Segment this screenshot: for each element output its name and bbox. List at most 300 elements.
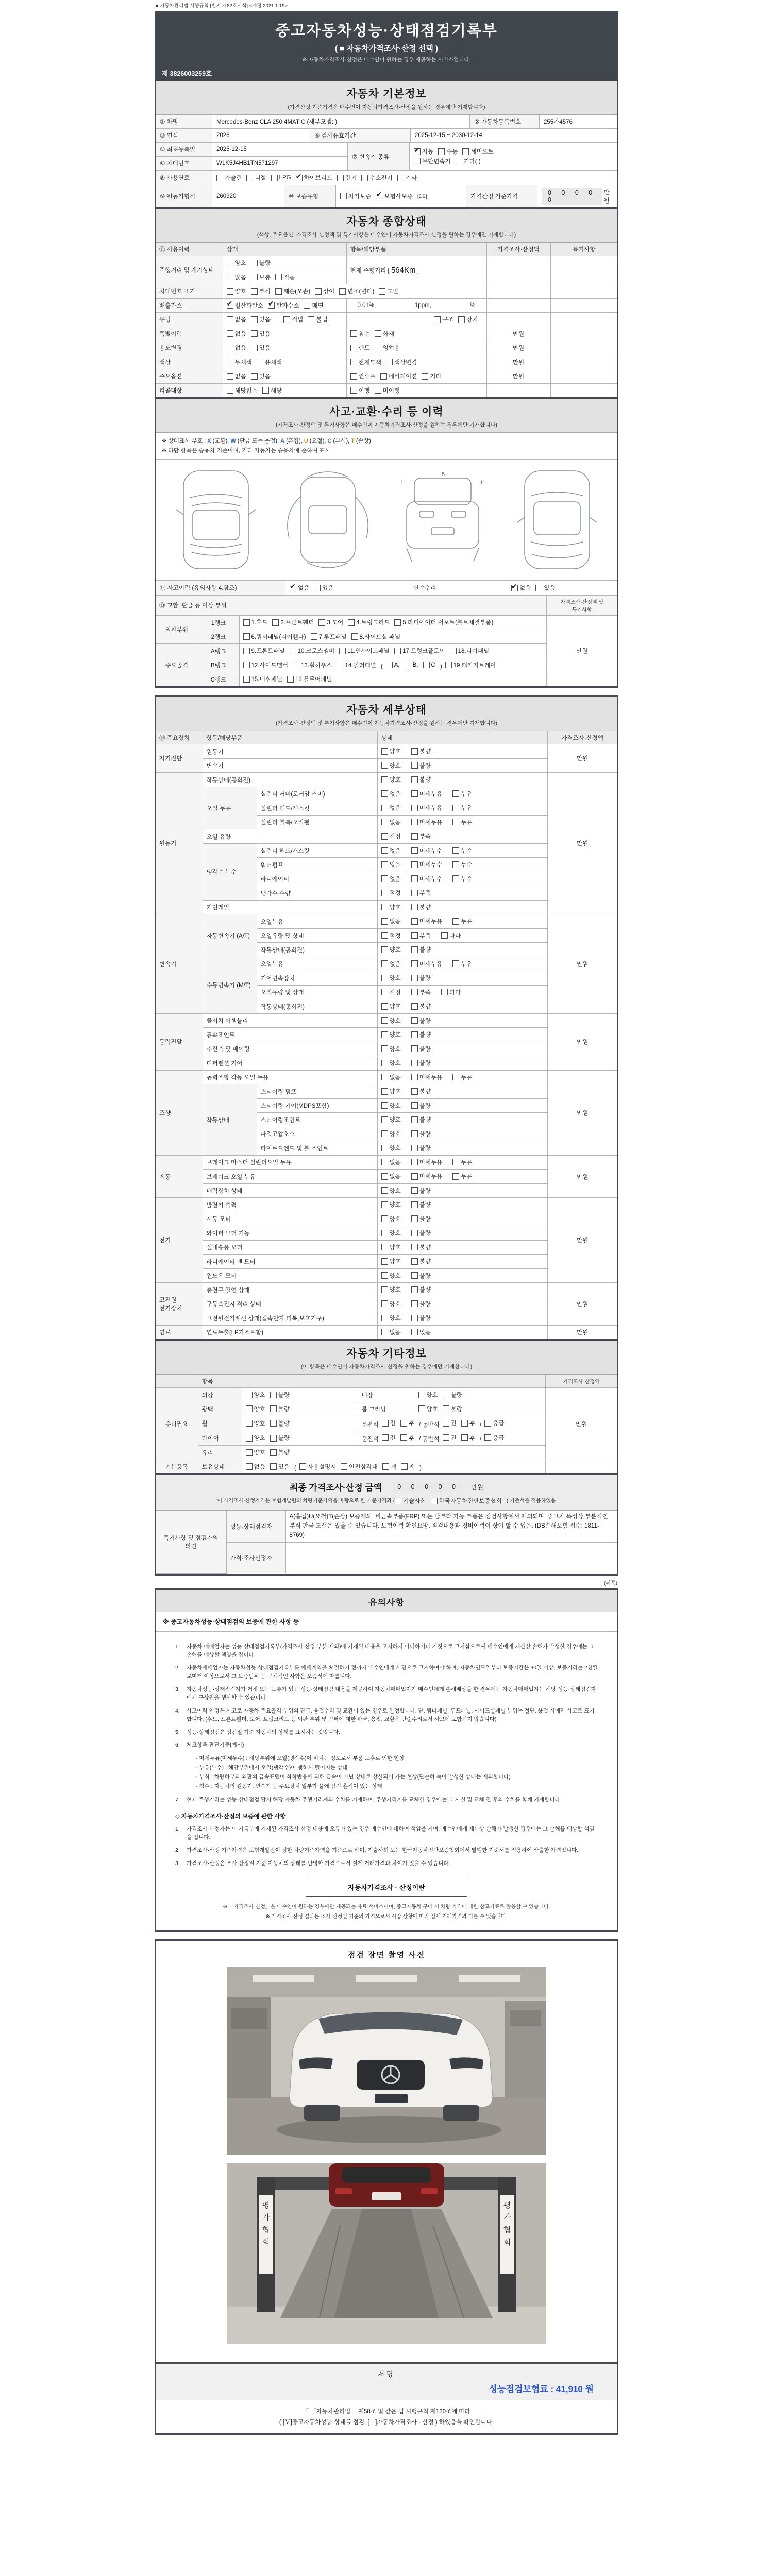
car-diagram-top-rear	[508, 466, 606, 574]
checkbox-불량[interactable]	[411, 1300, 431, 1308]
checkbox-양호[interactable]	[381, 1200, 401, 1209]
checkbox-전[interactable]	[382, 1419, 396, 1427]
checkbox-label: 미세누수	[419, 876, 443, 883]
checkbox-box-icon	[411, 1088, 418, 1095]
checkbox-양호[interactable]	[381, 903, 401, 911]
checkbox-없음[interactable]	[227, 315, 246, 324]
checkbox-미세누유[interactable]	[411, 804, 442, 812]
checkbox-적정[interactable]	[381, 931, 401, 940]
checkbox-불량[interactable]	[411, 1272, 431, 1280]
legend-symbol-X: X	[207, 438, 211, 444]
checkbox-box-icon	[381, 805, 388, 811]
checkbox-침수[interactable]	[350, 330, 370, 338]
checkbox-불량[interactable]	[411, 945, 431, 954]
checkbox-A,[interactable]	[386, 662, 400, 668]
checkbox-1.후드[interactable]	[243, 618, 268, 626]
checkbox-box-icon	[381, 833, 388, 840]
checkbox-자동[interactable]	[414, 147, 433, 156]
checkbox-box-icon	[400, 1420, 407, 1427]
checkbox-누유[interactable]	[452, 790, 472, 798]
checkbox-누유[interactable]	[452, 1073, 472, 1081]
checkbox-양호[interactable]	[381, 1115, 401, 1124]
checkbox-label: 불량	[419, 762, 431, 769]
checkbox-box-icon	[411, 1230, 418, 1236]
checkbox-box-icon	[381, 1031, 388, 1038]
checkbox-양호[interactable]	[418, 1391, 438, 1399]
checkbox-불량[interactable]	[411, 1243, 431, 1251]
checkbox-불량[interactable]	[411, 1200, 431, 1209]
checkbox-불량[interactable]	[411, 1002, 431, 1010]
checkbox-양호[interactable]	[381, 747, 401, 755]
checkbox-후[interactable]	[461, 1434, 475, 1442]
checkbox-기타( )[interactable]	[456, 157, 481, 165]
usage-change-price: 만원	[486, 341, 550, 355]
checkbox-부식[interactable]	[251, 287, 271, 295]
checkbox-양호[interactable]	[381, 1045, 401, 1053]
checkbox-8.사이드실 패널[interactable]	[351, 633, 400, 641]
checkbox-수소전기[interactable]	[361, 174, 392, 182]
checkbox-없음[interactable]	[246, 1463, 265, 1471]
price-cell: 만원	[547, 1198, 617, 1283]
checkbox-양호[interactable]	[381, 1215, 401, 1223]
checkbox-없음[interactable]	[381, 790, 401, 798]
notice-title: 유의사항	[368, 1597, 405, 1607]
item-label: 오일누유	[257, 957, 377, 971]
checkbox-썬루프[interactable]	[350, 372, 376, 380]
svg-text:5: 5	[441, 471, 445, 478]
car-diagram-open-panels	[279, 466, 377, 574]
checkbox-label: 양호	[426, 1392, 438, 1399]
checkbox-불량[interactable]	[270, 1419, 290, 1428]
checkbox-있음[interactable]	[411, 1328, 431, 1336]
checkbox-불량[interactable]	[411, 1045, 431, 1053]
checkbox-양호[interactable]	[381, 945, 401, 954]
checkbox-적정[interactable]	[381, 889, 401, 897]
checkbox-전기[interactable]	[337, 174, 357, 182]
checkbox-양호[interactable]	[381, 1187, 401, 1195]
checkbox-13.휠하우스[interactable]	[293, 661, 332, 669]
checkbox-불량[interactable]	[411, 1059, 431, 1067]
checkbox-label: 불량	[419, 975, 431, 982]
checkbox-있음[interactable]	[270, 1463, 290, 1471]
checkbox-box-icon	[411, 1300, 418, 1307]
checkbox-18.리어패널[interactable]	[450, 647, 489, 655]
checkbox-적정[interactable]	[381, 832, 401, 840]
checkbox-양호[interactable]	[381, 1087, 401, 1095]
checkbox-미세누유[interactable]	[411, 790, 442, 798]
checkbox-세미오토[interactable]	[462, 147, 493, 156]
checkbox-없음[interactable]	[381, 860, 401, 869]
checkbox-label: 없음	[389, 791, 401, 798]
simple-repair-label: 단순수리	[409, 581, 507, 595]
checkbox-19.패키지트레이[interactable]	[445, 661, 496, 669]
checkbox-label: 불량	[419, 1103, 431, 1109]
checkbox-가솔린[interactable]	[216, 174, 242, 182]
checkbox-불량[interactable]	[411, 1101, 431, 1110]
checkbox-미세누유[interactable]	[411, 1073, 442, 1081]
checkbox-양호[interactable]	[227, 287, 246, 295]
checkbox-양호[interactable]	[381, 1101, 401, 1110]
checkbox-12.사이드멤버[interactable]	[243, 661, 289, 669]
checkbox-무채색[interactable]	[227, 358, 252, 366]
checkbox-label: 3.도어	[327, 620, 344, 626]
state-options	[377, 1268, 547, 1283]
item-label: 기어변속장치	[257, 971, 377, 986]
checkbox-미세누유[interactable]	[411, 960, 442, 968]
checkbox-전[interactable]	[382, 1434, 396, 1442]
checkbox-양호[interactable]	[381, 761, 401, 770]
checkbox-미세누수[interactable]	[411, 846, 442, 855]
checkbox-양호[interactable]	[381, 1257, 401, 1265]
checkbox-불량[interactable]	[270, 1434, 290, 1442]
checkbox-box-icon	[270, 1420, 277, 1427]
checkbox-미세누유[interactable]	[411, 917, 442, 925]
checkbox-영업용[interactable]	[375, 344, 400, 352]
checkbox-있음[interactable]	[251, 330, 271, 338]
checkbox-box-icon	[381, 861, 388, 868]
checkbox-응급[interactable]	[484, 1434, 504, 1442]
checkbox-불량[interactable]	[411, 1257, 431, 1265]
checkbox-매연[interactable]	[304, 301, 323, 310]
checkbox-2.프론트휀더[interactable]	[272, 618, 314, 626]
checkbox-잭[interactable]	[401, 1463, 415, 1471]
detail-table	[156, 731, 617, 1339]
checkbox-없음[interactable]	[227, 330, 246, 338]
checkbox-불량[interactable]	[411, 974, 431, 982]
checkbox-불량[interactable]	[443, 1391, 462, 1399]
item-group-label: 냉각수 누수	[203, 843, 257, 900]
checkbox-box-icon	[275, 274, 282, 280]
checkbox-있음[interactable]	[314, 584, 333, 592]
checkbox-양호[interactable]	[381, 1144, 401, 1152]
checkbox-10.크로스멤버[interactable]	[290, 647, 335, 655]
checkbox-양호[interactable]	[381, 1229, 401, 1237]
checkbox-label: 양호	[389, 975, 401, 982]
overall-table	[156, 243, 617, 397]
checkbox-수동[interactable]	[438, 147, 458, 156]
checkbox-양호[interactable]	[381, 1030, 401, 1039]
checkbox-없음[interactable]	[290, 584, 309, 592]
checkbox-일산화탄소[interactable]	[227, 301, 264, 310]
checkbox-변조(변타)[interactable]	[339, 287, 374, 295]
checkbox-불량[interactable]	[411, 1115, 431, 1124]
document-number: 제 3826003259호	[162, 70, 212, 77]
checkbox-탄화수소[interactable]	[268, 301, 299, 310]
checkbox-적음[interactable]	[275, 273, 295, 281]
checkbox-양호[interactable]	[246, 1405, 265, 1413]
fuel-label: ⑧ 사용연료	[156, 171, 212, 185]
checkbox-없음[interactable]	[381, 1073, 401, 1081]
checkbox-LPG[interactable]	[271, 175, 291, 181]
checkbox-box-icon	[381, 1230, 388, 1236]
checkbox-응급[interactable]	[484, 1419, 504, 1427]
checkbox-label: 불량	[419, 1273, 431, 1279]
checkbox-불량[interactable]	[411, 775, 431, 784]
device-label-연료: 연료	[156, 1325, 203, 1339]
year-label: ③ 연식	[156, 129, 212, 142]
checkbox-있음[interactable]	[535, 584, 555, 592]
checkbox-불량[interactable]	[411, 1314, 431, 1322]
detail-sub: (가격조사·산정액 및 특기사항은 매수인이 자동차가격조사·산정을 원하는 경우에만 기재합니다)	[276, 720, 497, 727]
checkbox-과다[interactable]	[441, 931, 461, 940]
checkbox-불량[interactable]	[411, 1130, 431, 1138]
checkbox-양호[interactable]	[381, 1059, 401, 1067]
checkbox-장치[interactable]	[458, 315, 478, 324]
checkbox-전[interactable]	[443, 1419, 457, 1427]
checkbox-없음[interactable]	[227, 372, 246, 380]
checkbox-없음[interactable]	[381, 846, 401, 855]
checkbox-누유[interactable]	[452, 960, 472, 968]
checkbox-해당[interactable]	[262, 386, 282, 395]
checkbox-16.플로어패널[interactable]	[287, 675, 332, 683]
checkbox-label: 자동	[422, 149, 434, 155]
checkbox-없음[interactable]	[381, 875, 401, 883]
checkbox-box-icon	[299, 1463, 306, 1470]
checkbox-미세누유[interactable]	[411, 1158, 442, 1166]
checkbox-잭[interactable]	[382, 1463, 396, 1471]
checkbox-자가보증[interactable]	[340, 192, 371, 200]
checkbox-전[interactable]	[443, 1434, 457, 1442]
checkbox-label: 양호	[389, 904, 401, 911]
checkbox-네비게이션[interactable]	[380, 372, 417, 380]
checkbox-없음[interactable]	[227, 344, 246, 352]
checkbox-불량[interactable]	[443, 1405, 462, 1413]
checkbox-해당없음[interactable]	[227, 386, 258, 395]
checkbox-있음[interactable]	[251, 315, 271, 324]
checkbox-이행[interactable]	[350, 386, 370, 395]
checkbox-색상변경[interactable]	[386, 358, 417, 366]
checkbox-불량[interactable]	[411, 1187, 431, 1195]
legend-symbol-T: T	[351, 438, 355, 444]
state-options	[377, 815, 547, 829]
checkbox-3.도어[interactable]	[318, 618, 343, 626]
checkbox-많음[interactable]	[227, 273, 246, 281]
checkbox-불량[interactable]	[411, 1016, 431, 1025]
checkbox-상이[interactable]	[315, 287, 334, 295]
checkbox-label: 매연	[312, 302, 324, 309]
checkbox-4.트렁크리드[interactable]	[348, 618, 390, 626]
checkbox-보험사보증[interactable]	[376, 192, 413, 200]
checkbox-label: 양호	[389, 1244, 401, 1251]
checkbox-box-icon	[340, 193, 347, 199]
checkbox-훼손(오손)[interactable]	[275, 287, 310, 295]
checkbox-15.대쉬패널[interactable]	[243, 675, 282, 683]
item-label: 동력조향 작동 오일 누유	[203, 1070, 377, 1084]
checkbox-양호[interactable]	[246, 1434, 265, 1442]
checkbox-C[interactable]	[423, 662, 435, 668]
checkbox-label: 양호	[389, 1301, 401, 1308]
checkbox-적정[interactable]	[381, 988, 401, 996]
checkbox-기타[interactable]	[422, 372, 441, 380]
checkbox-불량[interactable]	[411, 1229, 431, 1237]
checkbox-양호[interactable]	[381, 1243, 401, 1251]
vin-mark-label: 차대번호 표기	[156, 284, 223, 299]
checkbox-양호[interactable]	[246, 1448, 265, 1456]
checkbox-양호[interactable]	[381, 775, 401, 784]
checkbox-없음[interactable]	[381, 1158, 401, 1166]
checkbox-렌트[interactable]	[350, 344, 370, 352]
checkbox-불량[interactable]	[411, 1215, 431, 1223]
checkbox-box-icon	[434, 316, 441, 323]
checkbox-후[interactable]	[461, 1419, 475, 1427]
checkbox-box-icon	[243, 676, 250, 683]
checkbox-불량[interactable]	[411, 1144, 431, 1152]
checkbox-누수[interactable]	[452, 875, 472, 883]
checkbox-있음[interactable]	[251, 344, 271, 352]
checkbox-box-icon	[296, 175, 303, 181]
odometer-price	[486, 256, 550, 284]
checkbox-무단변속기[interactable]	[414, 157, 451, 165]
checkbox-도말[interactable]	[379, 287, 398, 295]
legend-symbol-C: C	[327, 438, 332, 444]
state-options	[377, 787, 547, 801]
checkbox-미이행[interactable]	[375, 386, 400, 395]
checkbox-label: 19.패키지트레이	[453, 662, 496, 669]
checkbox-불법[interactable]	[308, 315, 327, 324]
detail-row	[156, 773, 617, 787]
checkbox-유채색[interactable]	[257, 358, 282, 366]
checkbox-양호[interactable]	[246, 1419, 265, 1428]
checkbox-label: 12.사이드멤버	[251, 662, 289, 669]
state-options	[377, 943, 547, 957]
checkbox-없음[interactable]	[511, 584, 531, 592]
checkbox-box-icon	[411, 1130, 418, 1137]
checkbox-box-icon	[246, 1392, 253, 1398]
accident-header	[156, 397, 617, 433]
panel-price: 만원	[546, 616, 617, 686]
checkbox-미세누수[interactable]	[411, 860, 442, 869]
checkbox-없음[interactable]	[381, 818, 401, 826]
checkbox-11.인사이드패널[interactable]	[339, 647, 390, 655]
checkbox-box-icon	[452, 805, 459, 811]
checkbox-양호[interactable]	[381, 1272, 401, 1280]
price-cell: 만원	[547, 1155, 617, 1198]
checkbox-안전삼각대[interactable]	[341, 1463, 378, 1471]
checkbox-양호[interactable]	[246, 1391, 265, 1399]
checkbox-디젤[interactable]	[246, 174, 266, 182]
checkbox-누유[interactable]	[452, 804, 472, 812]
checkbox-양호[interactable]	[381, 1002, 401, 1010]
checkbox-label: B,	[412, 662, 418, 668]
checkbox-화재[interactable]	[375, 330, 394, 338]
state-options	[377, 829, 547, 844]
checkbox-양호[interactable]	[381, 1314, 401, 1322]
checkbox-구조[interactable]	[434, 315, 453, 324]
checkbox-부족[interactable]	[411, 832, 431, 840]
checkbox-label: 1.후드	[251, 620, 268, 626]
other-table	[156, 1375, 617, 1473]
checkbox-box-icon	[268, 302, 275, 309]
checkbox-누수[interactable]	[452, 860, 472, 869]
checkbox-label: 미이행	[382, 387, 400, 394]
checkbox-미세누수[interactable]	[411, 875, 442, 883]
checkbox-양호[interactable]	[381, 1285, 401, 1294]
checkbox-누유[interactable]	[452, 917, 472, 925]
checkbox-불량[interactable]	[270, 1391, 290, 1399]
checkbox-label: 없음	[254, 1464, 265, 1470]
checkbox-불량[interactable]	[411, 761, 431, 770]
checkbox-없음[interactable]	[381, 917, 401, 925]
checkbox-불량[interactable]	[251, 259, 271, 267]
checkbox-양호[interactable]	[381, 974, 401, 982]
checkbox-6.쿼터패널(리어휀다)[interactable]	[243, 633, 306, 641]
checkbox-7.루프패널[interactable]	[311, 633, 347, 641]
checkbox-부족[interactable]	[411, 931, 431, 940]
checkbox-불량[interactable]	[270, 1405, 290, 1413]
checkbox-5.라디에이터 서포트(볼트체결부품)[interactable]	[394, 618, 493, 626]
checkbox-후[interactable]	[400, 1419, 414, 1427]
checkbox-한국자동차진단보증협회[interactable]	[431, 1497, 502, 1505]
checkbox-label: 상이	[323, 289, 335, 295]
checkbox-기술사회[interactable]	[395, 1497, 426, 1505]
checkbox-label: 불량	[419, 1244, 431, 1251]
checkbox-부족[interactable]	[411, 988, 431, 996]
legend-desc: (판금 또는 용접),	[236, 438, 281, 444]
checkbox-기타[interactable]	[397, 174, 417, 182]
transmission-options	[410, 143, 617, 170]
checkbox-9.프론트패널[interactable]	[243, 647, 285, 655]
checkbox-box-icon	[484, 1434, 491, 1441]
checkbox-하이브리드[interactable]	[296, 174, 333, 182]
checkbox-미세누유[interactable]	[411, 1172, 442, 1180]
checkbox-적법[interactable]	[283, 315, 303, 324]
section-notice	[155, 1588, 618, 1932]
checkbox-box-icon	[227, 288, 233, 295]
checkbox-누유[interactable]	[452, 1172, 472, 1180]
checkbox-사용설명서[interactable]	[299, 1463, 337, 1471]
checkbox-누유[interactable]	[452, 1158, 472, 1166]
checkbox-14.필러패널[interactable]	[337, 661, 376, 669]
checkbox-미세누유[interactable]	[411, 818, 442, 826]
notice-item	[175, 1795, 598, 1804]
checkbox-보통[interactable]	[251, 273, 271, 281]
year-value: 2026	[212, 129, 310, 142]
checkbox-불량[interactable]	[411, 1087, 431, 1095]
car-name-value: Mercedes-Benz CLA 250 4MATIC (세부모델: )	[212, 115, 470, 128]
item-label: 원동기	[203, 744, 377, 759]
footer-line2: ( [Ｖ]중고자동차성능·상태를 점검, [ ]자동차가격조사 · 산정 ) 하였음을 확인합니다.	[279, 2419, 494, 2426]
checkbox-없음[interactable]	[381, 960, 401, 968]
checkbox-부족[interactable]	[411, 889, 431, 897]
checkbox-불량[interactable]	[411, 903, 431, 911]
checkbox-과다[interactable]	[441, 988, 461, 996]
checkbox-후[interactable]	[400, 1434, 414, 1442]
checkbox-양호[interactable]	[418, 1405, 438, 1413]
checkbox-누수[interactable]	[452, 846, 472, 855]
accident-note2: ※ 하단 항목은 승용차 기준이며, 기타 자동차는 승용차에 준하여 표시	[162, 447, 330, 454]
checkbox-누유[interactable]	[452, 818, 472, 826]
checkbox-있음[interactable]	[251, 372, 271, 380]
checkbox-17.트렁크플로어[interactable]	[394, 647, 445, 655]
checkbox-label: 양호	[254, 1450, 265, 1456]
checkbox-없음[interactable]	[381, 1328, 401, 1336]
checkbox-없음[interactable]	[381, 804, 401, 812]
checkgroup-text: )	[419, 1465, 422, 1472]
checkbox-양호[interactable]	[381, 1300, 401, 1308]
checkbox-불량[interactable]	[411, 1285, 431, 1294]
special-history-label: 특별이력	[156, 327, 223, 341]
checkbox-양호[interactable]	[381, 1130, 401, 1138]
checkbox-양호[interactable]	[227, 259, 246, 267]
checkbox-불량[interactable]	[411, 1030, 431, 1039]
checkbox-불량[interactable]	[411, 747, 431, 755]
checkbox-box-icon	[350, 359, 357, 365]
checkbox-전체도색[interactable]	[350, 358, 381, 366]
checkbox-양호[interactable]	[381, 1016, 401, 1025]
checkbox-없음[interactable]	[381, 1172, 401, 1180]
checkbox-B,[interactable]	[405, 662, 418, 668]
checkbox-불량[interactable]	[270, 1448, 290, 1456]
